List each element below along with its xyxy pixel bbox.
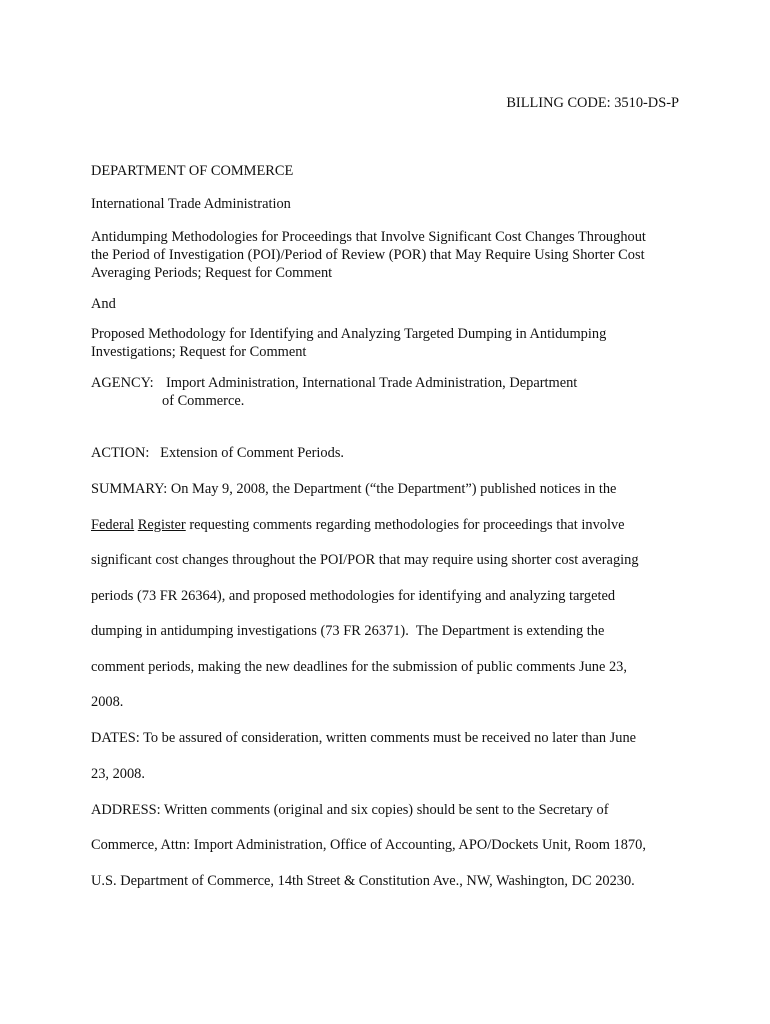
agency-text-continued: of Commerce.	[162, 393, 245, 409]
dates-line: 23, 2008.	[91, 766, 145, 782]
federal-word: Federal	[91, 517, 135, 533]
address-line: Commerce, Attn: Import Administration, Office of Accounting, APO/Dockets Unit, Room 1870,	[91, 837, 646, 853]
summary-line: comment periods, making the new deadlines for the submission of public comments June 23,	[91, 659, 627, 675]
agency-subheading: International Trade Administration	[91, 196, 291, 212]
address-line: U.S. Department of Commerce, 14th Street & Constitution Ave., NW, Washington, DC 20230.	[91, 873, 635, 889]
title1-line: the Period of Investigation (POI)/Period of Review (POR) that May Require Using Shorter Cost	[91, 247, 645, 263]
title1-line: Averaging Periods; Request for Comment	[91, 265, 333, 281]
summary-line: dumping in antidumping investigations (73 FR 26371). The Department is extending the	[91, 623, 605, 639]
title1-line: Antidumping Methodologies for Proceedings that Involve Significant Cost Changes Throughout	[91, 229, 646, 245]
summary-line: 2008.	[91, 694, 124, 710]
title2-line: Investigations; Request for Comment	[91, 344, 307, 360]
title2-line: Proposed Methodology for Identifying and Analyzing Targeted Dumping in Antidumping	[91, 326, 607, 342]
summary-line-rest: requesting comments regarding methodologies for proceedings that involve	[185, 517, 625, 533]
dates-line: DATES: To be assured of consideration, written comments must be received no later than June	[91, 730, 637, 746]
summary-line: significant cost changes throughout the POI/POR that may require using shorter cost averaging	[91, 552, 639, 568]
register-word: Register	[137, 517, 186, 533]
department-heading: DEPARTMENT OF COMMERCE	[91, 163, 294, 179]
and-connector: And	[91, 296, 116, 312]
summary-line	[91, 516, 625, 534]
address-line: ADDRESS: Written comments (original and six copies) should be sent to the Secretary of	[91, 802, 609, 818]
action-line: ACTION: Extension of Comment Periods.	[91, 445, 345, 461]
agency-text: Import Administration, International Trade Administration, Department	[166, 375, 578, 391]
agency-label: AGENCY:	[91, 375, 154, 391]
billing-code: BILLING CODE: 3510-DS-P	[506, 95, 679, 111]
summary-line: periods (73 FR 26364), and proposed methodologies for identifying and analyzing targeted	[91, 588, 616, 604]
summary-line: SUMMARY: On May 9, 2008, the Department (“the Department”) published notices in the	[91, 481, 617, 497]
